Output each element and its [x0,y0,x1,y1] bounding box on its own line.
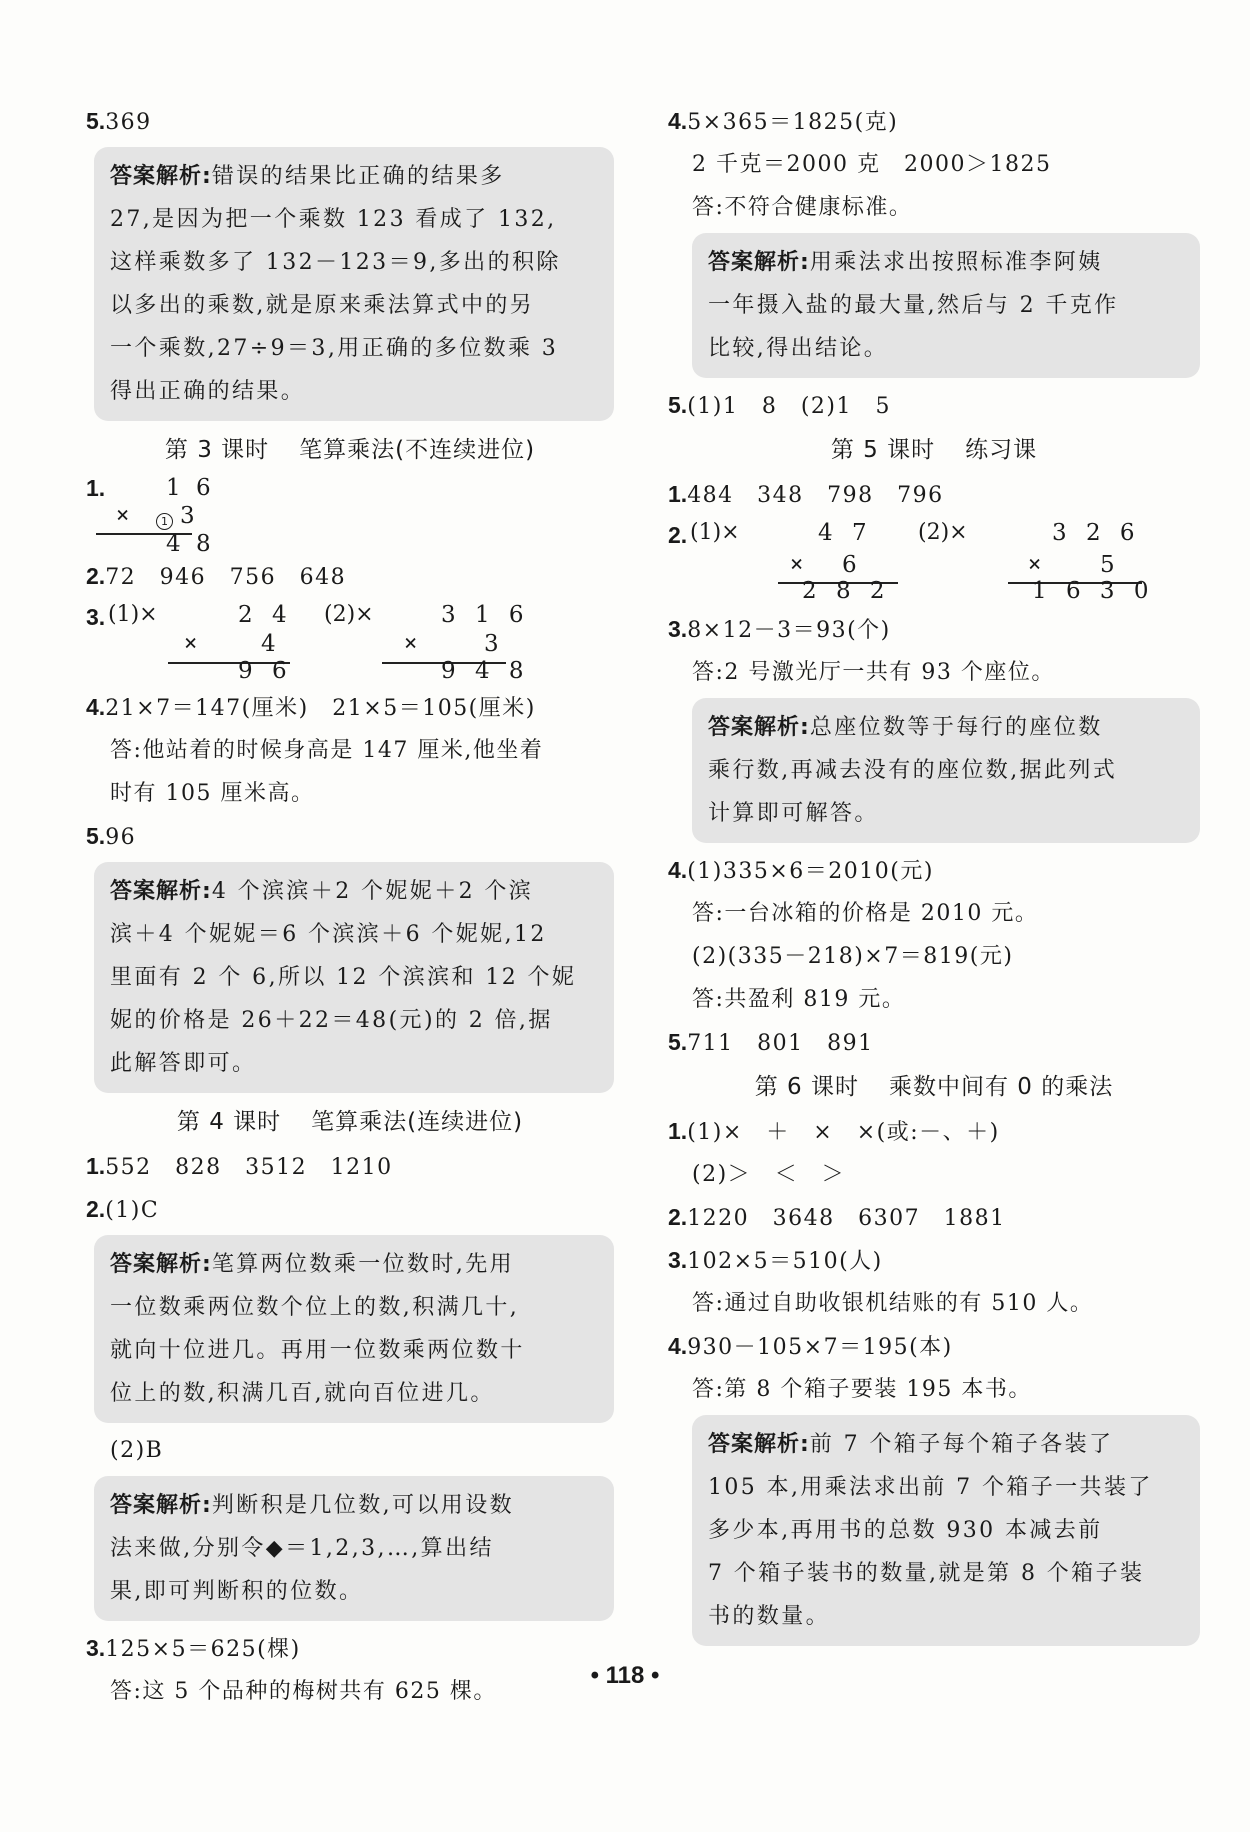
answer-4: 4.(1)335×6＝2010(元) [668,857,934,884]
analysis-box: 答案解析:错误的结果比正确的结果多 27,是因为把一个乘数 123 看成了 132, 这样乘数多了 132－123＝9,多出的积除 以多出的乘数,就是原来乘法算式中的另 一个乘数,27÷9＝3,用正确的多位数乘 3 得出正确的结果。 [94,147,614,421]
answer-5: 5.369 [86,108,152,135]
lesson-heading: 第 3 课时 笔算乘法(不连续进位) [164,437,536,463]
analysis-box: 答案解析:笔算两位数乘一位数时,先用 一位数乘两位数个位上的数,积满几十, 就向十位进几。再用一位数乘两位数十 位上的数,积满几百,就向百位进几。 [94,1235,614,1423]
analysis-box: 答案解析:判断积是几位数,可以用设数 法来做,分别令◆＝1,2,3,…,算出结 果,即可判断积的位数。 [94,1476,614,1621]
lesson-heading: 第 6 课时 乘数中间有 0 的乘法 [754,1074,1114,1100]
lesson-heading: 第 4 课时 笔算乘法(连续进位) [176,1109,524,1135]
lesson-heading: 第 5 课时 练习课 [830,437,1038,463]
answer-1: 1.552 828 3512 1210 [86,1153,393,1180]
analysis-box: 答案解析:用乘法求出按照标准李阿姨 一年摄入盐的最大量,然后与 2 千克作 比较,得出结论。 [692,233,1200,378]
answer-5: 5.96 [86,823,137,850]
answer-2: 2.(1)C [86,1196,160,1223]
left-column: 5.369 答案解析:错误的结果比正确的结果多 27,是因为把一个乘数 123 看成了 132, 这样乘数多了 132－123＝9,多出的积除 以多出的乘数,就是原来乘法算式中的另 一个乘数,27÷9＝3,用正确的多位数乘 3 得出正确的结果。 第 3 课时 笔算乘法(不连续进位) 1. 1 6 × 1 3 4 8 2.72 946 756 648 3. (1)× 2 4 × 4 9 6 (2)× 3 1 6 × 3 9 4 8 4.21×7＝147(厘米) 21×5＝105(厘米) 答:他站着的时候身高是 147 厘米,他坐着 时有 105 厘米高。 5.96 答案解析:4 个滨滨＋2 个妮妮＋2 个滨 滨＋4 个妮妮＝6 个滨滨＋6 个妮妮,12 里面有 2 个 6,所以 12 个滨滨和 12 个妮 妮的价格是 26＋22＝48(元)的 2 倍,据 此解答即可。 第 4 课时 笔算乘法(连续进位) 1.552 828 3512 1210 2.(1)C 答案解析:笔算两位数乘一位数时,先用 一位数乘两位数个位上的数,积满几十, 就向十位进几。再用一位数乘两位数十 位上的数,积满几百,就向百位进几。 (2)B 答案解析:判断积是几位数,可以用设数 法来做,分别令◆＝1,2,3,…,算出结 果,即可判断积的位数。 3.125×5＝625(棵) 答:这 5 个品种的梅树共有 625 棵。 [86,100,614,1713]
page-number: • 118 • [590,1662,660,1689]
answer-3: 3.102×5＝510(人) [668,1247,883,1274]
answer-4: 4.5×365＝1825(克) [668,108,899,135]
answer-5: 5.(1)1 8 (2)1 5 [668,392,892,419]
answer-4: 4.21×7＝147(厘米) 21×5＝105(厘米) [86,694,536,721]
answer-2: 2.1220 3648 6307 1881 [668,1204,1006,1231]
right-column: 4.5×365＝1825(克) 2 千克＝2000 克 2000＞1825 答:不符合健康标准。 答案解析:用乘法求出按照标准李阿姨 一年摄入盐的最大量,然后与 2 千克作 比较,得出结论。 5.(1)1 8 (2)1 5 第 5 课时 练习课 1.484 348 798 796 2. (1)× 4 7 × 6 2 8 2 (2)× 3 2 6 × 5 1 6 3 0 3.8×12－3＝93(个) 答:2 号激光厅一共有 93 个座位。 答案解析:总座位数等于每行的座位数 乘行数,再减去没有的座位数,据此列式 计算即可解答。 4.(1)335×6＝2010(元) 答:一台冰箱的价格是 2010 元。 (2)(335－218)×7＝819(元) 答:共盈利 819 元。 5.711 801 891 第 6 课时 乘数中间有 0 的乘法 1.(1)× ＋ × ×(或:－、＋) (2)＞ ＜ ＞ 2.1220 3648 6307 1881 3.102×5＝510(人) 答:通过自助收银机结账的有 510 人。 4.930－105×7＝195(本) 答:第 8 个箱子要装 195 本书。 答案解析:前 7 个箱子每个箱子各装了 105 本,用乘法求出前 7 个箱子一共装了 多少本,再用书的总数 930 本减去前 7 个箱子装书的数量,就是第 8 个箱子装 书的数量。 [668,100,1200,1652]
vertical-multiplication: 1. 1 6 × 1 3 4 8 [86,475,215,557]
analysis-box: 答案解析:总座位数等于每行的座位数 乘行数,再减去没有的座位数,据此列式 计算即可解答。 [692,698,1200,843]
analysis-box: 答案解析:4 个滨滨＋2 个妮妮＋2 个滨 滨＋4 个妮妮＝6 个滨滨＋6 个妮妮,12 里面有 2 个 6,所以 12 个滨滨和 12 个妮 妮的价格是 26＋22＝48(元)的 2 倍,据 此解答即可。 [94,862,614,1093]
answer-3: 3.8×12－3＝93(个) [668,616,891,643]
carry-mark: 1 [156,513,173,530]
vertical-multiplication: 2. (1)× 4 7 × 6 2 8 2 (2)× 3 2 6 × 5 1 6 3 0 [668,520,1155,604]
answer-1: 1.(1)× ＋ × ×(或:－、＋) [668,1118,1000,1145]
answer-2: 2.72 946 756 648 [86,563,347,590]
answer-1: 1.484 348 798 796 [668,481,944,508]
answer-5: 5.711 801 891 [668,1029,874,1056]
analysis-box: 答案解析:前 7 个箱子每个箱子各装了 105 本,用乘法求出前 7 个箱子一共装了 多少本,再用书的总数 930 本减去前 7 个箱子装书的数量,就是第 8 个箱子装 书的数量。 [692,1415,1200,1646]
answer-3: 3.125×5＝625(棵) [86,1635,301,1662]
answer-4: 4.930－105×7＝195(本) [668,1333,953,1360]
vertical-multiplication: 3. (1)× 2 4 × 4 9 6 (2)× 3 1 6 × 3 9 4 8 [86,602,530,684]
